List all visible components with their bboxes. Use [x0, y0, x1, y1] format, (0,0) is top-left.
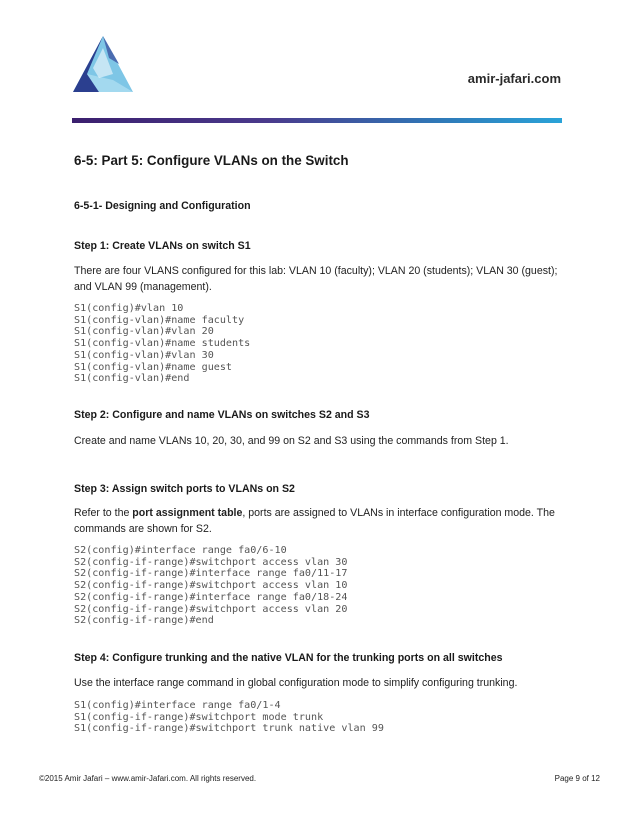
code-line: S2(config-if-range)#interface range fa0/18-24	[74, 591, 348, 603]
step3-title: Step 3: Assign switch ports to VLANs on S2	[74, 483, 295, 495]
code-line: S1(config-vlan)#vlan 20	[74, 326, 214, 338]
code-line: S2(config-if-range)#switchport access vlan 30	[74, 556, 348, 568]
step3-code	[74, 545, 347, 627]
step3-text	[74, 506, 564, 537]
footer-page-number: Page 9 of 12	[554, 774, 600, 783]
code-line: S2(config-if-range)#switchport access vlan 20	[74, 603, 348, 615]
step3-text-bold: port assignment table	[132, 507, 243, 519]
step4-title: Step 4: Configure trunking and the native VLAN for the trunking ports on all switches	[74, 652, 503, 664]
code-line: S2(config-if-range)#switchport access vlan 10	[74, 580, 348, 592]
step1-code	[74, 303, 250, 385]
code-line: S1(config-vlan)#name guest	[74, 361, 233, 373]
code-line: S1(config)#vlan 10	[74, 303, 184, 314]
footer-copyright: ©2015 Amir Jafari – www.amir-Jafari.com. All rights reserved.	[39, 774, 257, 783]
step4-code	[74, 700, 384, 735]
code-line: S1(config-if-range)#switchport trunk native vlan 99	[74, 723, 384, 735]
code-line: S1(config-if-range)#switchport mode trunk	[74, 711, 324, 723]
code-line: S2(config)#interface range fa0/6-10	[74, 545, 287, 556]
step4-text: Use the interface range command in global configuration mode to simplify configuring trunking.	[74, 677, 518, 689]
code-line: S1(config-vlan)#name students	[74, 338, 251, 350]
logo	[69, 34, 137, 96]
step3-text-after: , ports are assigned to VLANs in interface configuration mode. The commands are shown for S2.	[74, 507, 555, 535]
subsection-title: 6-5-1- Designing and Configuration	[74, 200, 251, 212]
step3-text-before: Refer to the	[74, 507, 133, 519]
step1-text: There are four VLANS configured for this lab: VLAN 10 (faculty); VLAN 20 (students); VLAN 30 (guest); and VLAN 99 (management).	[74, 265, 558, 293]
code-line: S2(config-if-range)#interface range fa0/11-17	[74, 568, 348, 580]
site-name: amir-jafari.com	[467, 71, 561, 86]
step2-text: Create and name VLANs 10, 20, 30, and 99 on S2 and S3 using the commands from Step 1.	[74, 435, 509, 447]
section-title: 6-5: Part 5: Configure VLANs on the Switch	[74, 153, 349, 168]
header-divider	[72, 118, 562, 123]
code-line: S1(config-vlan)#end	[74, 373, 190, 385]
code-line: S1(config-vlan)#name faculty	[74, 314, 245, 326]
code-line: S1(config)#interface range fa0/1-4	[74, 700, 281, 711]
step2-title: Step 2: Configure and name VLANs on switches S2 and S3	[74, 409, 370, 421]
code-line: S2(config-if-range)#end	[74, 615, 214, 627]
step1-title: Step 1: Create VLANs on switch S1	[74, 240, 251, 252]
code-line: S1(config-vlan)#vlan 30	[74, 349, 214, 361]
